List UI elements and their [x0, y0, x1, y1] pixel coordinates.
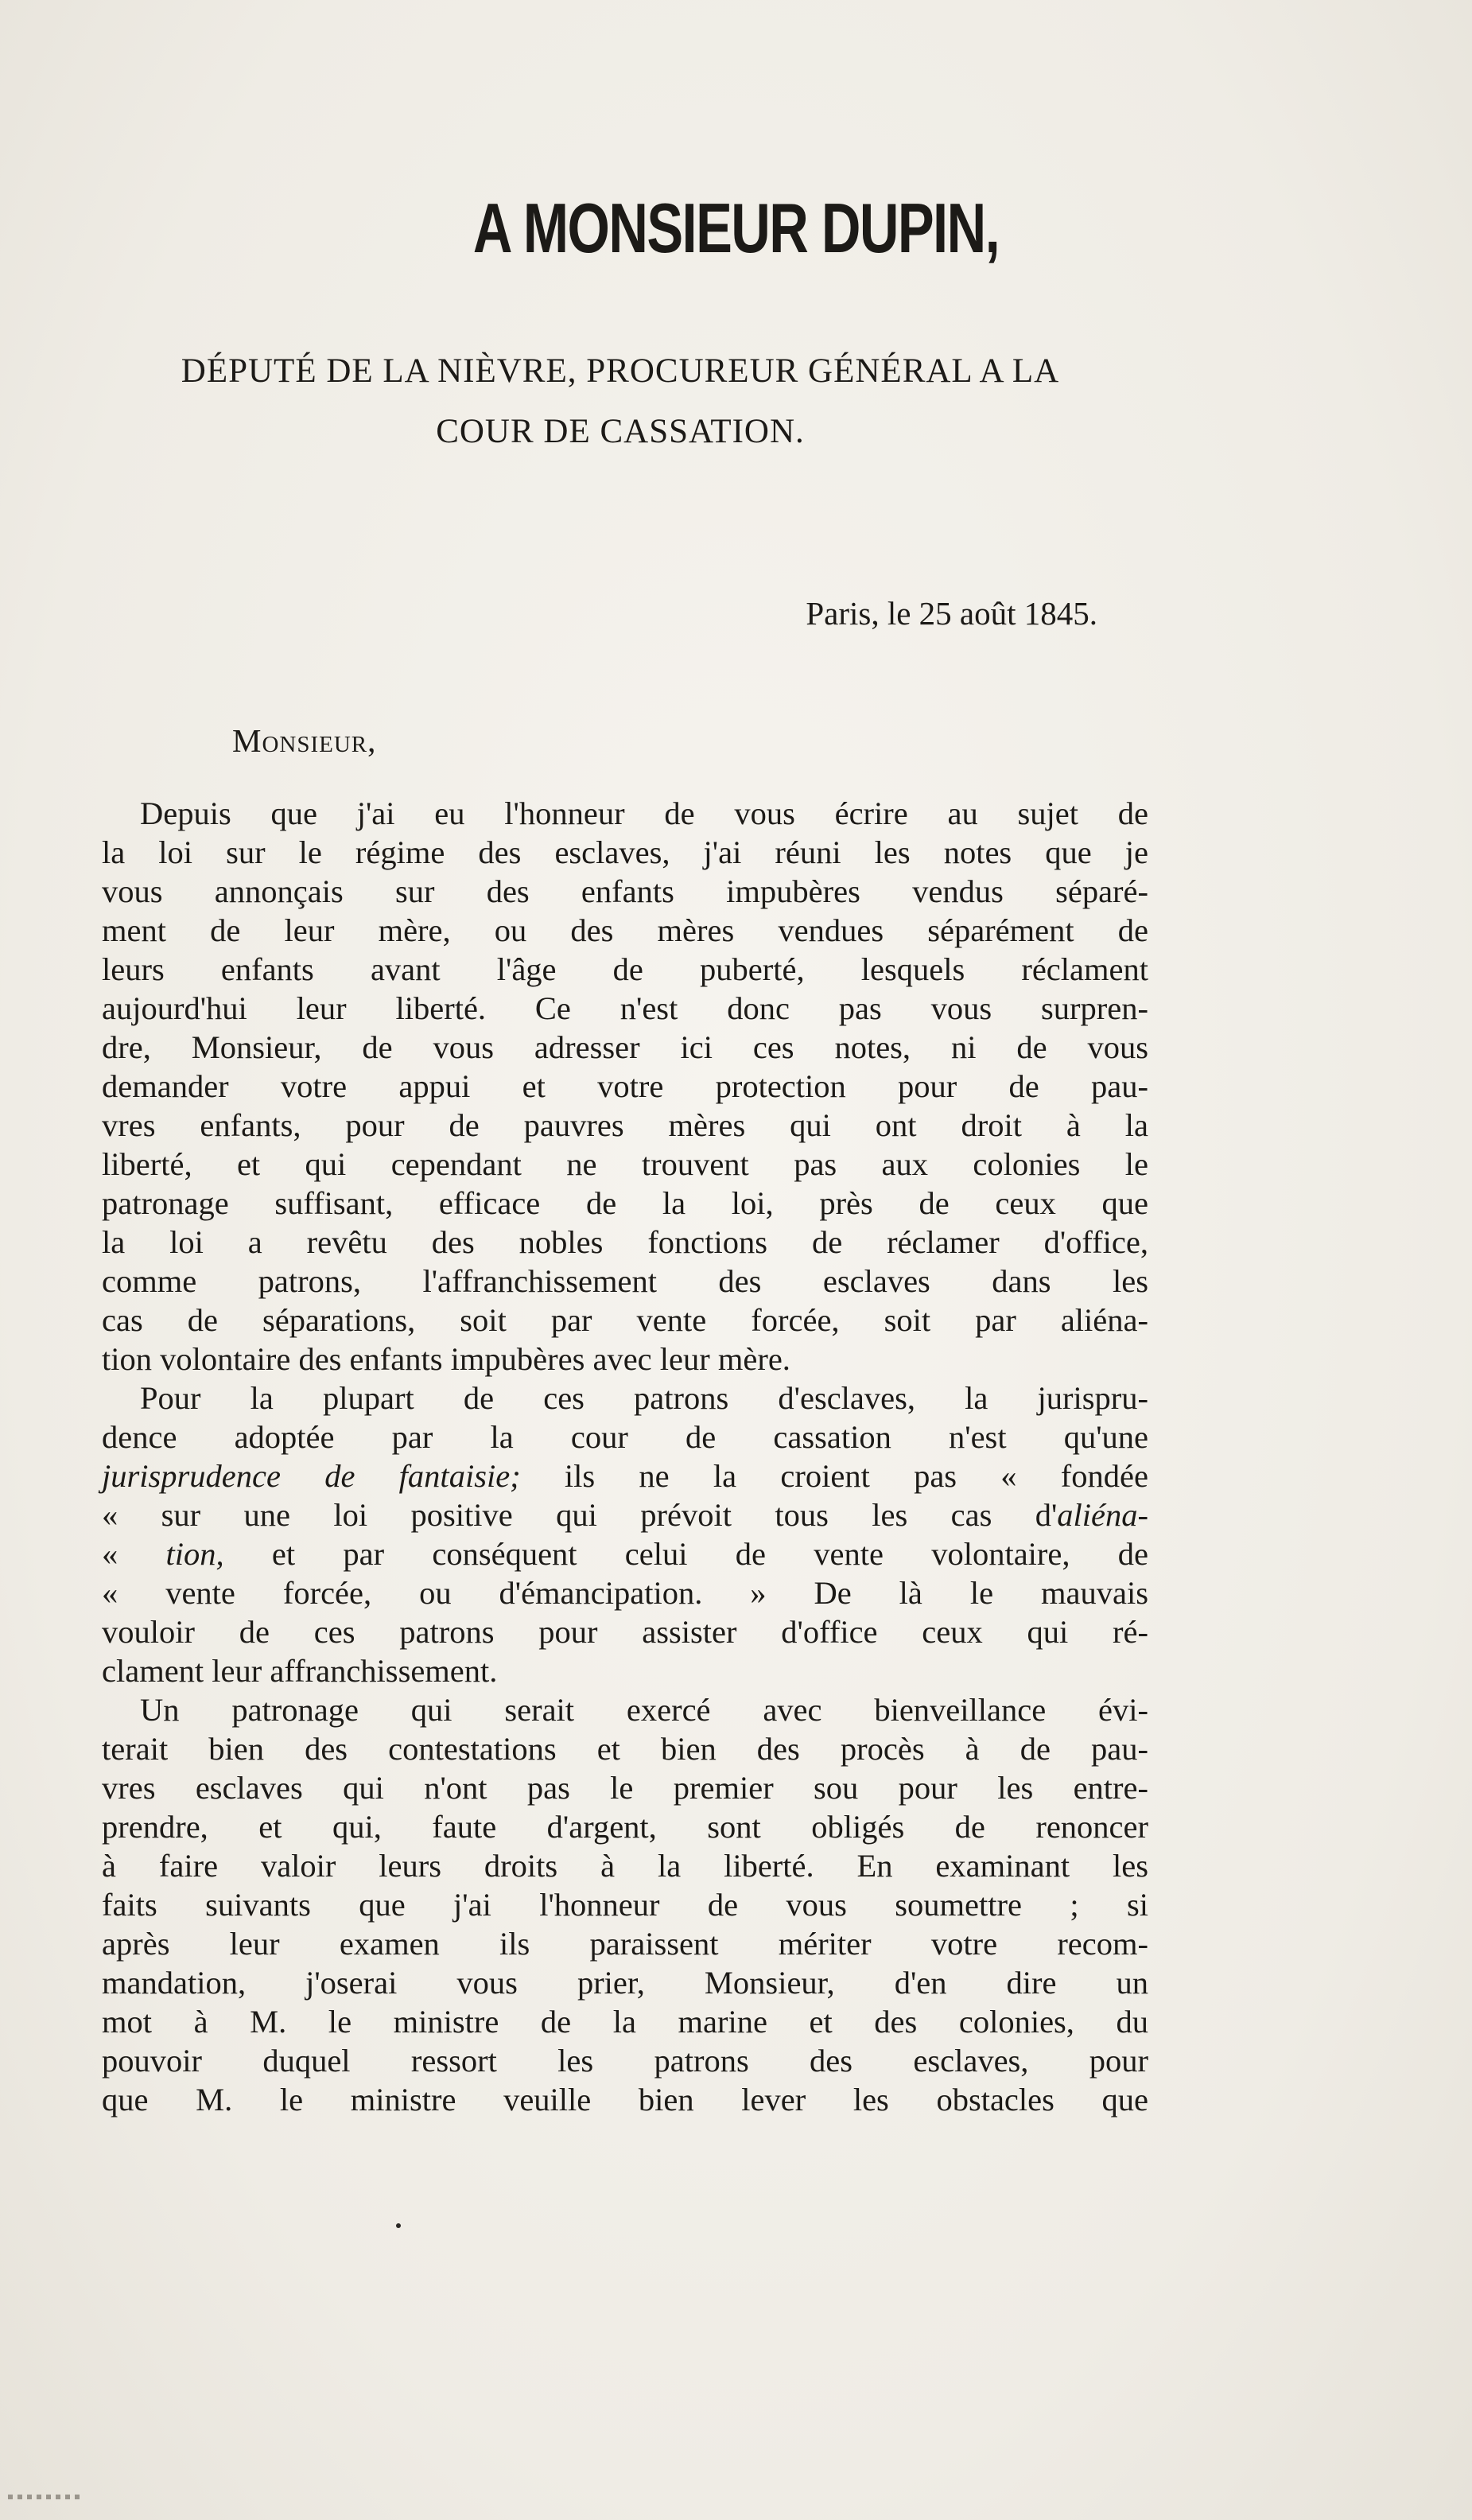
body-line: dence adoptée par la cour de cassation n'est qu'une	[102, 1419, 1148, 1455]
body-line: aujourd'hui leur liberté. Ce n'est donc pas vous surpren-	[102, 990, 1148, 1026]
body-line: comme patrons, l'affranchissement des esclaves dans les	[102, 1263, 1148, 1299]
body-line: que M. le ministre veuille bien lever les obstacles que	[102, 2082, 1148, 2118]
body-line: clament leur affranchissement.	[102, 1653, 498, 1689]
body-line: liberté, et qui cependant ne trouvent pas aux colonies le	[102, 1146, 1148, 1182]
letter-body	[102, 794, 1148, 2119]
body-line	[102, 1456, 1148, 1495]
italic-phrase: jurisprudence de fantaisie;	[102, 1458, 521, 1494]
body-line: leurs enfants avant l'âge de puberté, lesquels réclament	[102, 951, 1148, 987]
body-line: mandation, j'oserai vous prier, Monsieur, d'en dire un	[102, 1965, 1148, 2001]
italic-phrase: tion,	[165, 1536, 224, 1572]
body-line: « vente forcée, ou d'émancipation. » De là le mauvais	[102, 1575, 1148, 1611]
body-line	[102, 1534, 1148, 1573]
body-line: tion volontaire des enfants impubères avec leur mère.	[102, 1341, 790, 1377]
body-line: ment de leur mère, ou des mères vendues séparément de	[102, 912, 1148, 948]
salutation: Monsieur,	[232, 722, 377, 759]
body-line: patronage suffisant, efficace de la loi, près de ceux que	[102, 1185, 1148, 1221]
body-line: après leur examen ils paraissent mériter votre recom-	[102, 1926, 1148, 1962]
body-line: la loi sur le régime des esclaves, j'ai réuni les notes que je	[102, 834, 1148, 870]
body-text: et par conséquent celui de vente volontaire, de	[223, 1536, 1148, 1572]
body-text: « sur une loi positive qui prévoit tous les cas d'	[102, 1497, 1058, 1533]
italic-phrase: aliéna-	[1057, 1497, 1148, 1533]
body-line: Depuis que j'ai eu l'honneur de vous écrire au sujet de	[140, 795, 1148, 831]
body-line: pouvoir duquel ressort les patrons des esclaves, pour	[102, 2043, 1148, 2079]
recipient-title-line-2: COUR DE CASSATION.	[436, 413, 805, 450]
body-line: prendre, et qui, faute d'argent, sont obligés de renoncer	[102, 1809, 1148, 1845]
body-line: cas de séparations, soit par vente forcée, soit par aliéna-	[102, 1302, 1148, 1338]
body-line: mot à M. le ministre de la marine et des colonies, du	[102, 2004, 1148, 2040]
scan-mark	[8, 2495, 80, 2499]
body-line: Un patronage qui serait exercé avec bienveillance évi-	[140, 1692, 1148, 1728]
body-line: vous annonçais sur des enfants impubères vendus séparé-	[102, 873, 1148, 909]
body-line: faits suivants que j'ai l'honneur de vous soumettre ; si	[102, 1887, 1148, 1923]
body-line: demander votre appui et votre protection pour de pau-	[102, 1068, 1148, 1104]
body-text: «	[102, 1536, 166, 1572]
letter-date: Paris, le 25 août 1845.	[806, 595, 1097, 632]
body-text: ils ne la croient pas « fondée	[520, 1458, 1148, 1494]
body-line: vres enfants, pour de pauvres mères qui ont droit à la	[102, 1107, 1148, 1143]
body-line	[102, 1495, 1148, 1534]
recipient-title-line-1: DÉPUTÉ DE LA NIÈVRE, PROCUREUR GÉNÉRAL A LA	[181, 352, 1060, 390]
body-line: à faire valoir leurs droits à la liberté. En examinant les	[102, 1848, 1148, 1884]
letter-title: A MONSIEUR DUPIN,	[472, 189, 1000, 267]
body-line: vouloir de ces patrons pour assister d'office ceux qui ré-	[102, 1614, 1148, 1650]
body-line: la loi a revêtu des nobles fonctions de réclamer d'office,	[102, 1224, 1148, 1260]
body-line: Pour la plupart de ces patrons d'esclaves, la jurispru-	[140, 1380, 1148, 1416]
body-line: terait bien des contestations et bien des procès à de pau-	[102, 1731, 1148, 1767]
ink-dot	[396, 2223, 401, 2228]
body-line: vres esclaves qui n'ont pas le premier sou pour les entre-	[102, 1770, 1148, 1806]
body-line: dre, Monsieur, de vous adresser ici ces notes, ni de vous	[102, 1029, 1148, 1065]
